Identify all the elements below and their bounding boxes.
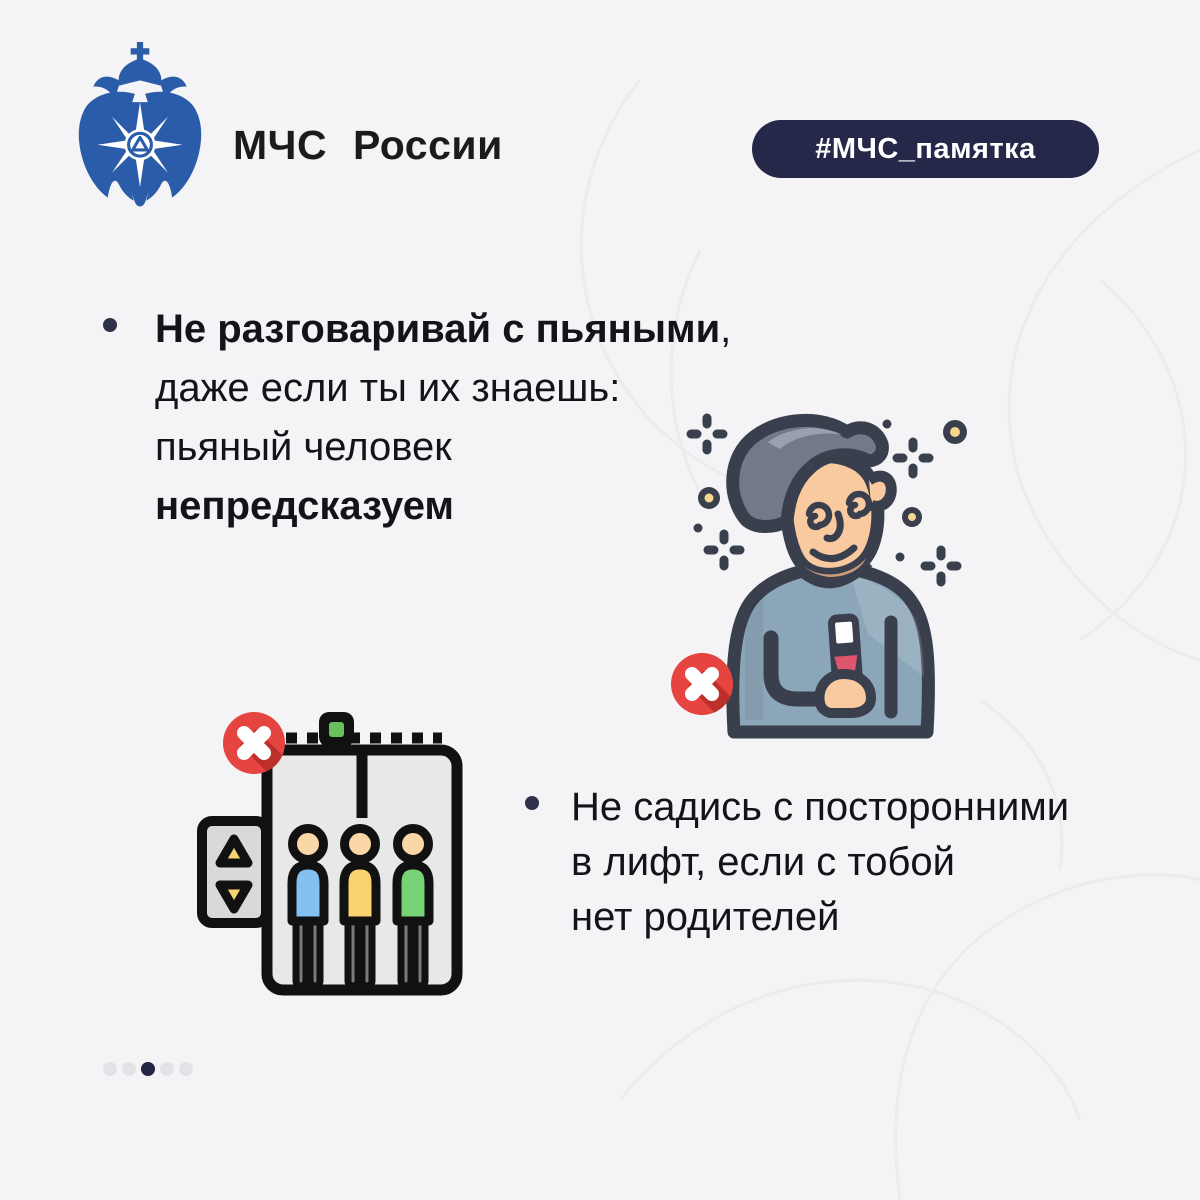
sparkle-plus-icon xyxy=(708,534,740,566)
bullet2-line2: в лифт, если с тобой xyxy=(571,840,955,884)
bullet-dot xyxy=(103,318,117,332)
bullet-item-elevator-warning xyxy=(525,780,1069,945)
pagination-dot-active[interactable] xyxy=(141,1062,155,1076)
pagination-dot[interactable] xyxy=(179,1062,193,1076)
pagination-dot[interactable] xyxy=(122,1062,136,1076)
person-hand xyxy=(820,674,871,713)
pagination-dot[interactable] xyxy=(160,1062,174,1076)
hashtag-badge-label: #МЧС_памятка xyxy=(815,132,1036,165)
bullet2-line1: Не садись с посторонними xyxy=(571,785,1070,829)
elevator-illustration xyxy=(190,693,500,1025)
hashtag-badge xyxy=(752,120,1099,178)
bullet-text xyxy=(155,300,731,536)
passenger-green xyxy=(397,829,429,987)
mchs-emblem-logo xyxy=(72,42,208,208)
sparkle-plus-icon xyxy=(897,442,929,474)
brand-title: МЧС России xyxy=(233,122,503,168)
pagination-dot[interactable] xyxy=(103,1062,117,1076)
bullet1-line1-bold: Не разговаривай с пьяными xyxy=(155,307,721,351)
bullet2-line3: нет родителей xyxy=(571,895,840,939)
person-ear xyxy=(869,476,891,506)
bullet1-line4-bold: непредсказуем xyxy=(155,484,455,528)
bullet-dot xyxy=(525,796,539,810)
passenger-yellow xyxy=(344,829,376,987)
sparkle-plus-icon xyxy=(925,550,957,582)
passenger-blue xyxy=(292,829,324,987)
bullet1-line3: пьяный человек xyxy=(155,425,452,469)
bullet1-line1-tail: , xyxy=(720,307,732,351)
bullet1-line2: даже если ты их знаешь: xyxy=(155,366,621,410)
elevator-call-panel xyxy=(202,821,266,923)
elevator-indicator-icon xyxy=(319,712,354,747)
bullet-text xyxy=(571,780,1069,945)
pagination xyxy=(103,1062,193,1076)
bullet-item-drunk-warning xyxy=(103,300,731,536)
